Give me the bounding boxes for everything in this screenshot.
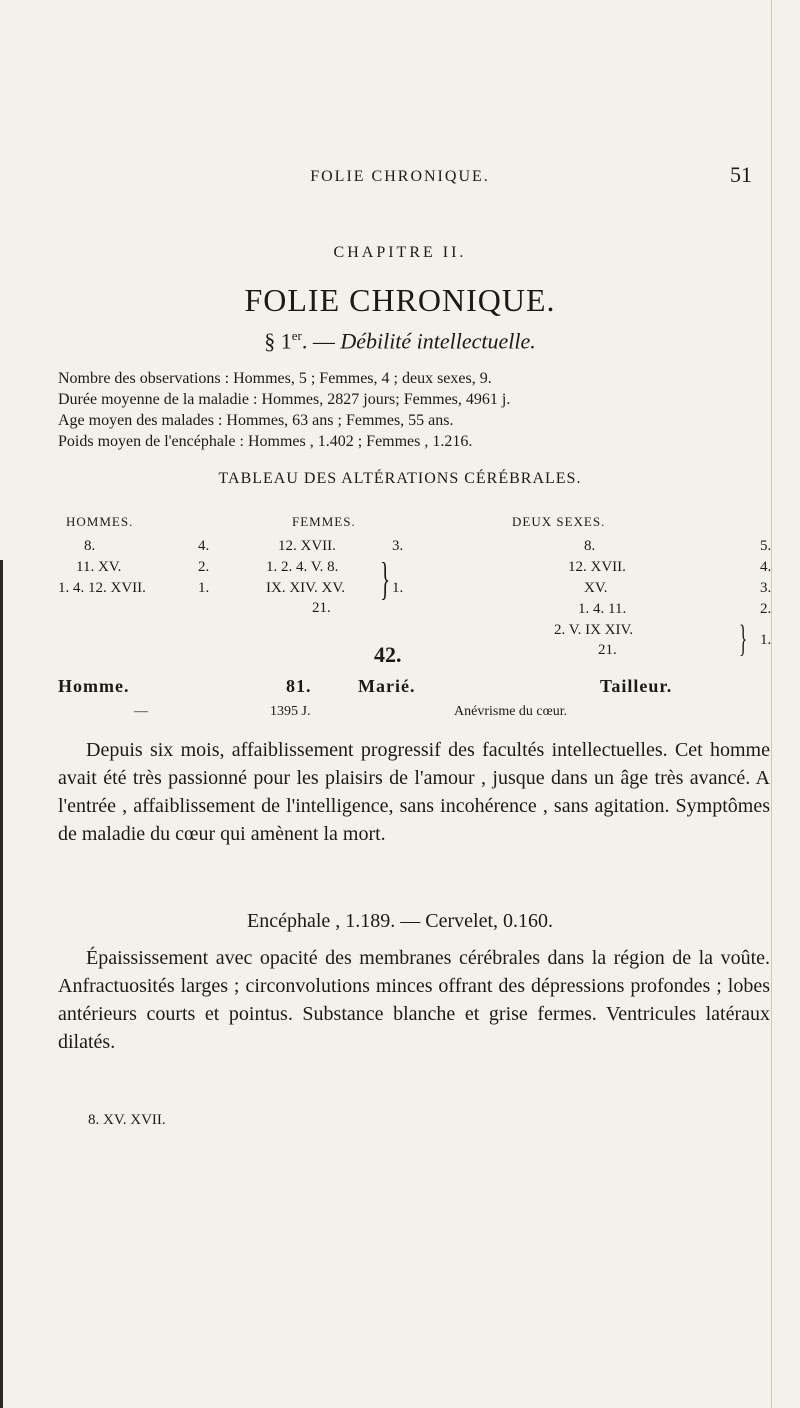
- deux-sexes-row-value: XV.: [584, 580, 608, 596]
- autopsy-paragraph: Épaississement avec opacité des membranes cérébrales dans la région de la voûte. Anfractuosités larges ; circonvolutions minces offrant des dépressions profondes ; lobes antérieurs courts et pointus. Substance blanche et grise fermes. Ventricules latéraux dilatés.: [58, 947, 770, 1053]
- deux-sexes-row-value: 2. V. IX XIV.: [554, 622, 634, 638]
- case-sex: Homme.: [58, 676, 130, 696]
- page-edge-line: [771, 0, 772, 1408]
- chapter-label: CHAPITRE II.: [333, 244, 467, 261]
- section-title: Débilité intellectuelle.: [340, 328, 536, 354]
- column-header-hommes: HOMMES.: [66, 514, 134, 529]
- deux-sexes-row-count: 4.: [760, 559, 772, 575]
- hommes-row-value: 11. XV.: [76, 559, 122, 575]
- section-symbol: § 1: [264, 328, 292, 354]
- deux-sexes-row-value: 12. XVII.: [568, 559, 626, 575]
- deux-sexes-row-count: 5.: [760, 538, 772, 554]
- hommes-row-count: 1.: [198, 580, 210, 596]
- lesion-codes: 8. XV. XVII.: [88, 1112, 166, 1128]
- section-heading: [0, 328, 800, 354]
- femmes-row-value: 21.: [312, 600, 331, 616]
- hommes-row-count: 2.: [198, 559, 210, 575]
- femmes-row-count: 1.: [392, 580, 404, 596]
- section-dash: . —: [301, 328, 341, 354]
- case-age: 81.: [286, 676, 312, 696]
- column-header-deux-sexes: DEUX SEXES.: [512, 514, 606, 529]
- hommes-row-count: 4.: [198, 538, 210, 554]
- hommes-row-value: 1. 4. 12. XVII.: [58, 580, 146, 596]
- page-number: 51: [730, 162, 752, 187]
- deux-sexes-row-count: 2.: [760, 601, 772, 617]
- deux-sexes-row-value: 1. 4. 11.: [578, 601, 627, 617]
- case-profession: Tailleur.: [600, 676, 673, 696]
- observation-paragraph: Depuis six mois, affaiblissement progressif des facultés intellectuelles. Cet homme avait été très passionné pour les plaisirs de l'amour , jusque dans un âge très avancé. A l'entrée , affaiblissement de l'intelligence, sans incohérence , sans agitation. Symptômes de maladie du cœur qui amènent la mort.: [58, 739, 770, 845]
- brain-weights: Encéphale , 1.189. — Cervelet, 0.160.: [246, 910, 554, 932]
- deux-sexes-row-count: 3.: [760, 580, 772, 596]
- section-superscript: er: [291, 328, 302, 343]
- deux-sexes-row-value: 8.: [584, 538, 596, 554]
- deux-sexes-row-count: 1.: [760, 632, 772, 648]
- stat-line-age: Age moyen des malades : Hommes, 63 ans ; Femmes, 55 ans.: [58, 412, 454, 429]
- case-status: Marié.: [358, 676, 416, 696]
- femmes-row-value: 1. 2. 4. V. 8.: [266, 559, 339, 575]
- chapter-title: FOLIE CHRONIQUE.: [244, 282, 556, 318]
- running-title: FOLIE CHRONIQUE.: [310, 168, 490, 185]
- case-duration: 1395 J.: [270, 704, 311, 719]
- brace-symbol: }: [739, 618, 748, 660]
- case-number: 42.: [374, 642, 402, 667]
- femmes-row-value: 12. XVII.: [278, 538, 336, 554]
- femmes-row-value: IX. XIV. XV.: [266, 580, 346, 596]
- summary-statistics: [58, 368, 770, 452]
- stat-line-observations: Nombre des observations : Hommes, 5 ; Femmes, 4 ; deux sexes, 9.: [58, 370, 492, 387]
- hommes-row-value: 8.: [84, 538, 96, 554]
- case-cause: Anévrisme du cœur.: [454, 704, 568, 719]
- stat-line-duration: Durée moyenne de la maladie : Hommes, 2827 jours; Femmes, 4961 j.: [58, 391, 511, 408]
- table-title: TABLEAU DES ALTÉRATIONS CÉRÉBRALES.: [218, 470, 582, 487]
- binding-shadow: [0, 560, 3, 1408]
- brace-symbol: }: [380, 553, 391, 604]
- stat-line-weight: Poids moyen de l'encéphale : Hommes , 1.402 ; Femmes , 1.216.: [58, 433, 473, 450]
- case-dash: —: [134, 704, 148, 719]
- femmes-row-count: 3.: [392, 538, 404, 554]
- column-header-femmes: FEMMES.: [292, 514, 356, 529]
- deux-sexes-row-value: 21.: [598, 642, 617, 658]
